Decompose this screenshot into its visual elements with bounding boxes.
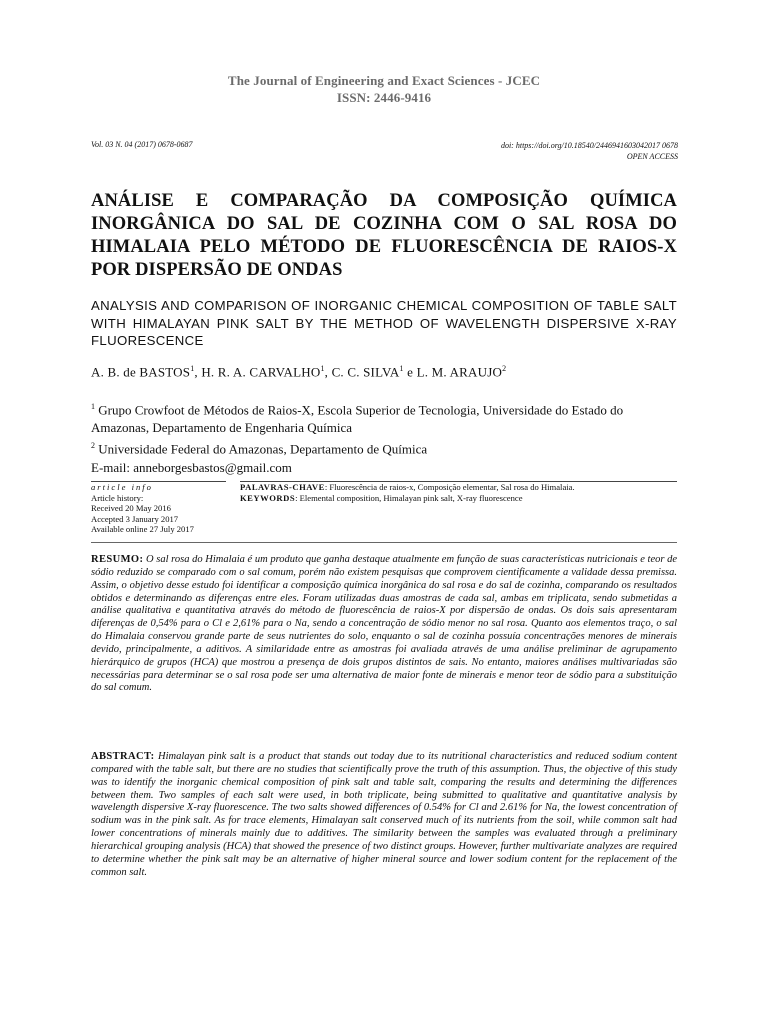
affiliation-text: Grupo Crowfoot de Métodos de Raios-X, Escola Superior de Tecnologia, Universidade do Estado do Amazonas, Departamento de Engenharia Química bbox=[91, 402, 624, 436]
article-info-heading: article info bbox=[91, 482, 153, 492]
corresponding-email[interactable]: E-mail: anneborgesbastos@gmail.com bbox=[91, 459, 292, 475]
journal-name: The Journal of Engineering and Exact Sciences - JCEC bbox=[227, 73, 541, 88]
affiliation-sup: 2 bbox=[91, 441, 95, 451]
author-separator: e bbox=[403, 364, 417, 380]
divider bbox=[91, 542, 677, 543]
keywords-en-text: Elemental composition, Himalayan pink salt, X-ray fluorescence bbox=[299, 492, 523, 503]
journal-header bbox=[0, 72, 768, 106]
article-history-label: Article history: bbox=[91, 492, 144, 503]
author-name: L. M. ARAUJO bbox=[416, 364, 503, 380]
keywords-pt: PALAVRAS-CHAVE: Fluorescência de raios-x, Composição elementar, Sal rosa do Himalaia. bbox=[240, 482, 575, 492]
author-separator: , bbox=[324, 364, 332, 380]
author-name: C. C. SILVA bbox=[331, 364, 400, 380]
author-affil-sup: 1 bbox=[190, 364, 195, 373]
author-affil-sup: 1 bbox=[399, 364, 404, 373]
affiliations bbox=[91, 398, 681, 477]
affiliation-text: Universidade Federal do Amazonas, Departamento de Química bbox=[98, 441, 428, 457]
resumo-text: O sal rosa do Himalaia é um produto que ganha destaque atualmente em função de suas características nutricionais e teor de sódio reduzido se comparado com o sal comum, porém não existem pesquisas que comprovem cientificamente a validade dessa premissa. Assim, o objetivo desse estudo foi identificar a composição química inorgânica do sal rosa e do sal de cozinha, comparando os resultados obtidos e determinando as diferenças entre eles. Foram utilizadas duas amostras de cada sal, ambas em triplicata, sendo submetidas a análise qualitativa e quantitativa através do método de fluorescência de raios-X por dispersão de ondas. Os dois sais apresentaram diferenças de 0,54% para o Cl e 2,61% para o Na, sendo a concentração de sódio menor no sal rosa. Quanto aos elementos traço, o sal do Himalaia conservou grande parte de seus nutrientes do solo, enquanto o sal de cozinha possuía concentrações menores de minerais devido, principalmente, a aditivos. A similaridade entre as amostras foi avaliada através de uma análise preliminar de agrupamento hierárquico de grupos (HCA) que mostrou a presença de dois grupos distintos de sais. No entanto, maiores análises multivariadas são necessárias para determinar se o sal rosa pode ser uma alternativa de maior fonte de minerais e menor teor de sódio para a substituição do sal comum. bbox=[91, 554, 678, 694]
resumo-section bbox=[91, 554, 677, 695]
affiliation-2 bbox=[91, 437, 681, 458]
received-date: Received 20 May 2016 bbox=[91, 503, 171, 514]
author-list bbox=[91, 364, 506, 380]
doi-block bbox=[501, 140, 678, 162]
abstract-section bbox=[91, 751, 677, 879]
volume-info: Vol. 03 N. 04 (2017) 0678-0687 bbox=[91, 140, 193, 149]
abstract-label: ABSTRACT: bbox=[91, 751, 155, 762]
affiliation-sup: 1 bbox=[91, 402, 95, 411]
online-date: Available online 27 July 2017 bbox=[91, 524, 194, 535]
article-info bbox=[91, 482, 194, 535]
author-name: H. R. A. CARVALHO bbox=[201, 364, 321, 380]
keywords-block bbox=[240, 482, 680, 503]
doi-link[interactable]: doi: https://doi.org/10.18540/2446941603042017 0678 bbox=[500, 141, 678, 150]
keywords-pt-text: Fluorescência de raios-x, Composição elementar, Sal rosa do Himalaia. bbox=[329, 482, 575, 492]
author-affil-sup: 1 bbox=[320, 364, 325, 373]
affiliation-1 bbox=[91, 398, 681, 437]
keywords-en: KEYWORDS: Elemental composition, Himalayan pink salt, X-ray fluorescence bbox=[240, 492, 523, 503]
keywords-pt-label: PALAVRAS-CHAVE bbox=[240, 482, 325, 492]
accepted-date: Accepted 3 January 2017 bbox=[91, 513, 179, 524]
author-name: A. B. de BASTOS bbox=[91, 364, 191, 380]
author-affil-sup: 2 bbox=[502, 364, 507, 373]
title-english: ANALYSIS AND COMPARISON OF INORGANIC CHEMICAL COMPOSITION OF TABLE SALT WITH HIMALAYAN PINK SALT BY THE METHOD OF WAVELENGTH DISPERSIVE X-RAY FLUORESCENCE bbox=[91, 298, 677, 348]
author-separator: , bbox=[194, 364, 202, 380]
open-access-label: OPEN ACCESS bbox=[626, 152, 678, 161]
keywords-en-label: KEYWORDS bbox=[240, 492, 296, 503]
abstract-text: Himalayan pink salt is a product that stands out today due to its nutritional characteristics and reduced sodium content compared with the table salt, but there are no studies that scientifically prove the truth of this assumption. Thus, the objective of this study was to identify the inorganic chemical composition of pink salt and table salt, comparing the results and determining the differences between them. Two samples of each salt were used, in both triplicate, being submitted to qualitative and quantitative analysis by wavelength dispersive X-ray fluorescence. The two salts showed differences of 0.54% for Cl and 2.61% for Na, the lowest concentration of sodium was in the pink salt. As for trace elements, Himalayan salt conserved much of its nutrients from the soil, while common salt had lower concentrations of minerals mainly due to additives. The similarity between the samples was evaluated through a preliminary hierarchical grouping analysis (HCA) that showed the presence of two distinct groups. However, further multivariate analyzes are required to determine whether the pink salt may be an alternative of higher mineral source and lower sodium content for the replacement of the common salt. bbox=[91, 751, 678, 878]
resumo-label: RESUMO: bbox=[91, 554, 144, 565]
journal-issn: ISSN: 2446-9416 bbox=[336, 90, 432, 105]
title-portuguese: ANÁLISE E COMPARAÇÃO DA COMPOSIÇÃO QUÍMICA INORGÂNICA DO SAL DE COZINHA COM O SAL ROSA DO HIMALAIA PELO MÉTODO DE FLUORESCÊNCIA DE RAIOS-X POR DISPERSÃO DE ONDAS bbox=[91, 191, 677, 280]
